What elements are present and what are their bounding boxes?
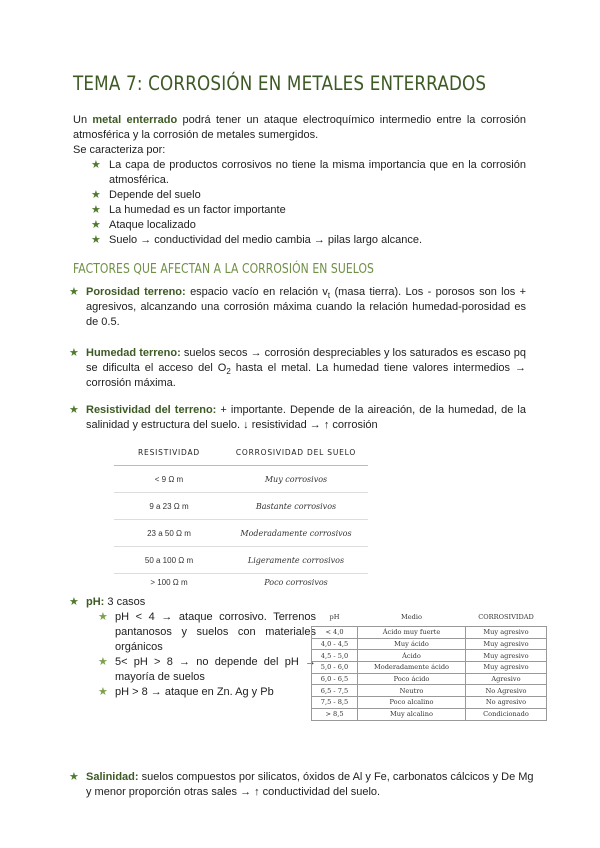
- factor-term: Salinidad:: [86, 771, 139, 783]
- star-icon: ★: [91, 219, 101, 231]
- table-header: pH: [312, 609, 358, 627]
- ph-cases-list: [86, 610, 316, 700]
- intro-rest: podrá tener un ataque electroquímico intermedio entre la corrosión atmosférica y la corrosión de metales sumergidos.: [73, 114, 526, 141]
- intro-characterized: Se caracteriza por:: [73, 144, 166, 156]
- factor-term: Resistividad del terreno:: [86, 404, 217, 416]
- star-icon: ★: [98, 611, 108, 623]
- table-row: 23 a 50 Ω m Moderadamente corrosivos: [114, 520, 368, 547]
- factor-resistividad-text: Resistividad del terreno: + importante. Depende de la aireación, de la humedad, de la salinidad y estructura del suelo. ↓ resistividad → ↑ corrosión: [86, 404, 526, 431]
- factor-salinidad-text: Salinidad: suelos compuestos por silicatos, óxidos de Al y Fe, carbonatos cálcicos y De Mg y menor proporción otras sales → ↑ conductividad del suelo.: [86, 771, 534, 798]
- table-row: > 100 Ω m Poco corrosivos: [150, 578, 328, 587]
- table-row: < 9 Ω m Muy corrosivos: [114, 466, 368, 493]
- ph-table: [311, 609, 547, 721]
- list-item: ★ Depende del suelo: [91, 189, 201, 201]
- factor-humedad: [69, 346, 526, 391]
- table-row: 9 a 23 Ω m Bastante corrosivos: [114, 493, 368, 520]
- table-row: 5,0 - 6,0 Moderadamente ácido Muy agresivo: [312, 662, 547, 674]
- star-icon: ★: [91, 159, 101, 171]
- star-icon: ★: [69, 596, 79, 608]
- table-header: CORROSIVIDAD DEL SUELO: [224, 439, 368, 466]
- table-header: CORROSIVIDAD: [466, 609, 547, 627]
- factor-salinidad: [69, 770, 536, 800]
- table-row: > 8,5 Muy alcalino Condicionado: [312, 708, 547, 720]
- resistivity-table: [114, 439, 368, 591]
- list-item: ★ La capa de productos corrosivos no tiene la misma importancia que en la corrosión atmosférica.: [91, 159, 526, 186]
- section-title: FACTORES QUE AFECTAN A LA CORROSIÓN EN SUELOS: [73, 261, 374, 277]
- factor-term: Humedad terreno:: [86, 347, 181, 359]
- star-icon: ★: [98, 686, 108, 698]
- factor-term: Porosidad terreno:: [86, 286, 186, 298]
- star-icon: ★: [69, 771, 79, 783]
- star-icon: ★: [98, 656, 108, 668]
- star-icon: ★: [69, 404, 79, 416]
- list-item: ★ Ataque localizado: [91, 219, 196, 231]
- intro-section: [73, 113, 526, 248]
- intro-bullet-list: [73, 158, 526, 248]
- star-icon: ★: [69, 347, 79, 359]
- list-item: ★ pH < 4 → ataque corrosivo. Terrenos pantanosos y suelos con materiales orgánicos: [98, 611, 316, 653]
- table-header: RESISTIVIDAD: [114, 439, 224, 466]
- intro-highlight: metal enterrado: [92, 114, 178, 126]
- factor-ph-text: pH: 3 casos: [86, 596, 146, 608]
- factor-porosidad: [69, 285, 527, 330]
- list-item: ★ La humedad es un factor importante: [91, 204, 286, 216]
- table-header-row: [114, 439, 368, 466]
- star-icon: ★: [91, 234, 101, 246]
- star-icon: ★: [91, 189, 101, 201]
- intro-paragraph: [73, 113, 526, 143]
- table-row: 4,0 - 4,5 Muy ácido Muy agresivo: [312, 638, 547, 650]
- star-icon: ★: [91, 204, 101, 216]
- list-item: ★ Suelo → conductividad del medio cambia → pilas largo alcance.: [91, 234, 423, 246]
- table-row: 6,0 - 6,5 Poco ácido Agresivo: [312, 673, 547, 685]
- page-title: TEMA 7: CORROSIÓN EN METALES ENTERRADOS: [73, 72, 487, 95]
- factor-resistividad: [69, 403, 526, 433]
- table-header: Medio: [358, 609, 466, 627]
- table-row: 6,5 - 7,5 Neutro No Agresivo: [312, 685, 547, 697]
- factor-ph: [69, 595, 316, 700]
- table-header-row: [312, 609, 547, 627]
- star-icon: ★: [69, 286, 79, 298]
- table-row: 50 a 100 Ω m Ligeramente corrosivos: [114, 547, 368, 574]
- factor-humedad-text: Humedad terreno: suelos secos → corrosión despreciables y los saturados es escaso pq se dificulta el acceso del $O_2$ hasta el metal. La humedad tiene valores intermedios → corrosión máxima.: [86, 347, 526, 389]
- table-row: 7,5 - 8,5 Poco alcalino No agresivo: [312, 697, 547, 709]
- factor-porosidad-text: Porosidad terreno: espacio vacío en relación $v_t$ (masa tierra). Los - porosos son los + agresivos, alcanzando una corrosión máxima cuando la relación humedad-porosidad es de 0.5.: [86, 286, 527, 328]
- list-item: ★ pH > 8 → ataque en Zn. Ag y Pb: [98, 686, 274, 698]
- factor-term: pH:: [86, 596, 105, 608]
- table-row: < 4,0 Ácido muy fuerte Muy agresivo: [312, 627, 547, 639]
- table-row: 4,5 - 5,0 Ácido Muy agresivo: [312, 650, 547, 662]
- list-item: ★ 5< pH > 8 → no depende del pH → mayoría de suelos: [98, 656, 316, 683]
- intro-prefix: Un: [73, 114, 88, 126]
